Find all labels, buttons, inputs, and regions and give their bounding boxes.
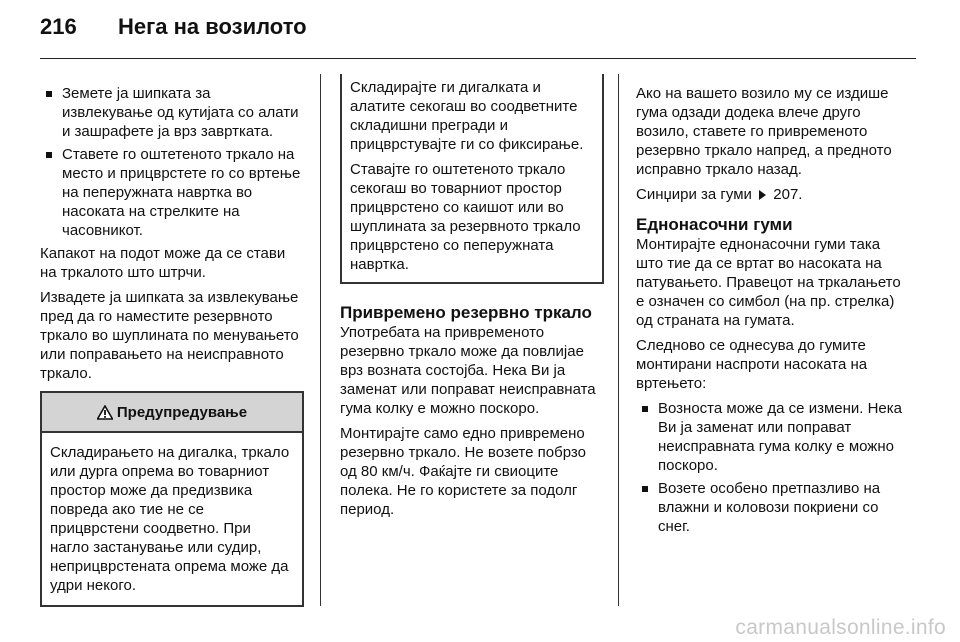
page-number: 216 bbox=[40, 14, 77, 39]
page-header bbox=[40, 14, 307, 48]
paragraph: Употребата на привременото резервно тркало може да повлијае врз возната состојба. Нека Ви ја заменат или поправат неисправната гума колку е можно поскоро. bbox=[340, 324, 596, 417]
column-divider-2 bbox=[618, 74, 619, 606]
paragraph: Монтирајте еднонасочни гуми така што тие да се вртат во насоката на патувањето. Правецот на тркалањето е означен со симбол (на пр. стрелка) од страната на гумата. bbox=[636, 236, 901, 329]
bullet-square-icon bbox=[46, 152, 52, 158]
reference-arrow-icon bbox=[759, 190, 766, 200]
list-item bbox=[636, 399, 908, 475]
header-divider bbox=[40, 58, 916, 59]
warning-body bbox=[42, 433, 302, 605]
bullet-square-icon bbox=[642, 406, 648, 412]
paragraph: Ако на вашето возило му се издише гума одзади додека влече друго возило, ставете го привременото резервно тркало напред, а предното исправно тркало назад. bbox=[636, 85, 892, 178]
warning-box bbox=[40, 391, 304, 607]
warning-header bbox=[42, 393, 302, 433]
column-left bbox=[40, 84, 304, 607]
paragraph: Ставајте го оштетеното тркало секогаш во товарниот простор прицврстено со каишот или во шуплината за резервното тркало прицврстено со пеперужната навртка. bbox=[350, 161, 581, 273]
list-item-text: Земете ја шипката за извлекување од кутијата со алати и зашрафете ја врз завртката. bbox=[62, 85, 299, 140]
section-heading: Еднонасочни гуми bbox=[636, 215, 793, 234]
column-middle bbox=[340, 79, 604, 525]
warning-triangle-icon bbox=[97, 405, 113, 420]
list-item bbox=[40, 84, 304, 141]
page-title: Нега на возилото bbox=[118, 14, 307, 39]
warning-title: Предупредување bbox=[116, 403, 248, 421]
bullet-square-icon bbox=[642, 486, 648, 492]
paragraph: Капакот на подот може да се стави на тркалото што штрчи. bbox=[40, 245, 286, 281]
bullet-square-icon bbox=[46, 91, 52, 97]
list-item bbox=[40, 145, 304, 240]
column-right bbox=[636, 84, 908, 540]
reference-page[interactable]: 207. bbox=[773, 186, 803, 203]
paragraph: Монтирајте само едно привремено резервно тркало. Не возете побрзо од 80 км/ч. Фаќајте ги свиоците полека. Не го користете за подолг период. bbox=[340, 425, 586, 518]
list-item-text: Возноста може да се измени. Нека Ви ја заменат или поправат неисправната гума колку е можно поскоро. bbox=[658, 400, 903, 474]
watermark: carmanualsonline.info bbox=[735, 616, 946, 639]
reference-text: Синџири за гуми bbox=[636, 186, 752, 203]
paragraph: Складирајте ги дигалката и алатите секогаш во соодветните складишни прегради и прицврстувајте ги со фиксирање. bbox=[350, 79, 584, 153]
list-item-text: Возете особено претпазливо на влажни и коловози покриени со снег. bbox=[658, 480, 881, 535]
list-item bbox=[636, 479, 908, 536]
column-divider-1 bbox=[320, 74, 321, 606]
warning-text: Складирањето на дигалка, тркало или дурга опрема во товарниот простор може да предизвика повреда ако тие не се прицврстени соодветно. При нагло застанување или судир, неприцврстената опрема може да удри некого. bbox=[50, 444, 290, 594]
paragraph: Следново се однесува до гумите монтирани наспроти насоката на вртењето: bbox=[636, 337, 868, 392]
section-heading: Привремено резервно тркало bbox=[340, 303, 592, 322]
list-item-text: Ставете го оштетеното тркало на место и прицврстете го со вртење на пеперужната навртка во насоката на стрелките на часовникот. bbox=[62, 146, 301, 239]
paragraph: Извадете ја шипката за извлекување пред да го наместите резервното тркало во шуплината по менувањето или поправањето на неисправното тркало. bbox=[40, 289, 299, 382]
warning-box-continued bbox=[340, 74, 604, 284]
cross-reference bbox=[636, 185, 908, 204]
